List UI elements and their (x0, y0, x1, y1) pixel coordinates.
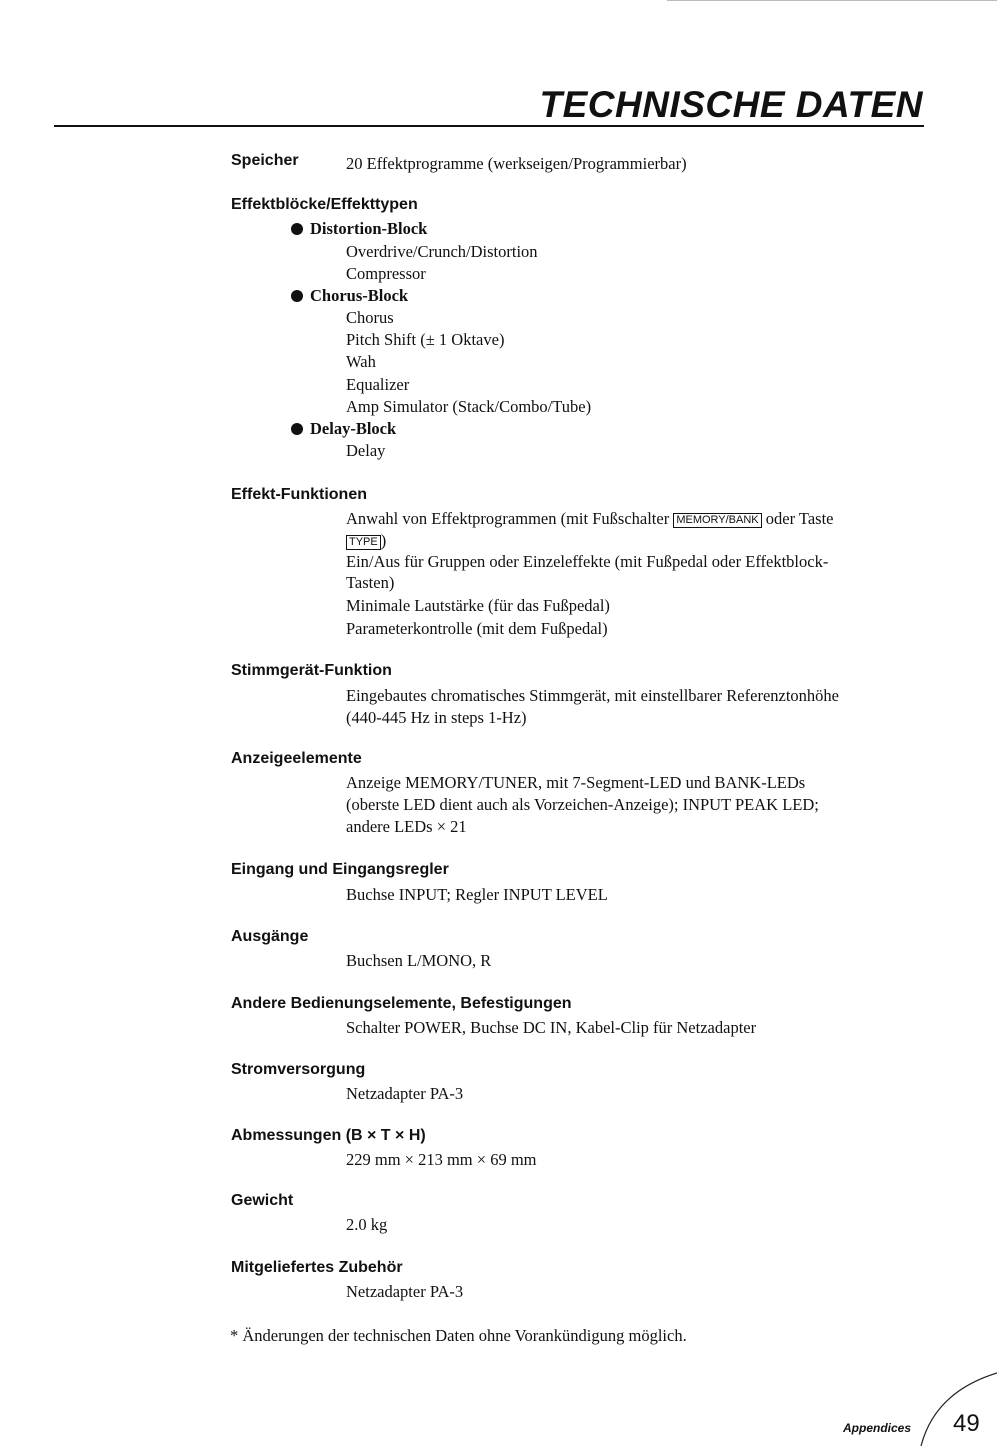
type-key: TYPE (346, 535, 381, 550)
ausgaenge-text: Buchsen L/MONO, R (346, 951, 492, 970)
heading-stromversorgung: Stromversorgung (231, 1061, 366, 1078)
bullet-icon (291, 290, 303, 302)
stimmgeraet-line-1: Eingebautes chromatisches Stimmgerät, mit einstellbarer Referenztonhöhe (346, 686, 840, 705)
list-item: Amp Simulator (Stack/Combo/Tube) (346, 397, 592, 416)
list-item: Overdrive/Crunch/Distortion (346, 242, 538, 261)
heading-speicher: Speicher (231, 152, 299, 169)
list-item: Delay (346, 441, 386, 460)
heading-zubehoer: Mitgeliefertes Zubehör (231, 1259, 403, 1276)
heading-stimmgeraet: Stimmgerät-Funktion (231, 662, 392, 679)
effekt-funktionen-line-2: TYPE ) (346, 531, 386, 551)
heading-anzeigeelemente: Anzeigeelemente (231, 750, 362, 767)
list-item: Compressor (346, 264, 426, 283)
title-rule (54, 125, 924, 127)
effekt-funktionen-line-5: Minimale Lautstärke (für das Fußpedal) (346, 596, 610, 615)
zubehoer-text: Netzadapter PA-3 (346, 1282, 464, 1301)
heading-ausgaenge: Ausgänge (231, 928, 309, 945)
footnote: * Änderungen der technischen Daten ohne Vorankündigung möglich. (230, 1326, 687, 1345)
effekt-funktionen-line-3: Ein/Aus für Gruppen oder Einzeleffekte (mit Fußpedal oder Effektblock- (346, 552, 829, 571)
heading-abmessungen: Abmessungen (B × T × H) (231, 1127, 426, 1144)
bullet-icon (291, 223, 303, 235)
top-edge-line (667, 0, 997, 1)
abmessungen-text: 229 mm × 213 mm × 69 mm (346, 1150, 537, 1169)
footer-section-label: Appendices (843, 1421, 912, 1435)
anzeige-line-2: (oberste LED dient auch als Vorzeichen-Anzeige); INPUT PEAK LED; (346, 795, 819, 814)
effekt-funktionen-line-6: Parameterkontrolle (mit dem Fußpedal) (346, 619, 608, 638)
gewicht-text: 2.0 kg (346, 1215, 388, 1234)
chorus-block-label: Chorus-Block (291, 286, 408, 306)
stimmgeraet-line-2: (440-445 Hz in steps 1-Hz) (346, 708, 527, 727)
delay-block-label: Delay-Block (291, 419, 396, 439)
page-title: TECHNISCHE DATEN (539, 84, 923, 125)
andere-text: Schalter POWER, Buchse DC IN, Kabel-Clip für Netzadapter (346, 1018, 757, 1037)
heading-gewicht: Gewicht (231, 1192, 294, 1209)
list-item: Pitch Shift (± 1 Oktave) (346, 330, 505, 349)
distortion-block-label: Distortion-Block (291, 219, 427, 239)
eingang-text: Buchse INPUT; Regler INPUT LEVEL (346, 885, 608, 904)
heading-effekt-funktionen: Effekt-Funktionen (231, 486, 367, 503)
list-item: Wah (346, 352, 376, 371)
strom-text: Netzadapter PA-3 (346, 1084, 464, 1103)
bullet-icon (291, 423, 303, 435)
list-item: Chorus (346, 308, 394, 327)
heading-eingang: Eingang und Eingangsregler (231, 861, 449, 878)
anzeige-line-3: andere LEDs × 21 (346, 817, 467, 836)
memory-bank-key: MEMORY/BANK (673, 513, 761, 528)
effekt-funktionen-line-4: Tasten) (346, 573, 395, 592)
list-item: Equalizer (346, 375, 410, 394)
effekt-funktionen-line-1: Anwahl von Effektprogrammen (mit Fußschalter MEMORY/BANK oder Taste (346, 509, 834, 528)
page-number: 49 (953, 1410, 980, 1437)
heading-effektbloecke: Effektblöcke/Effekttypen (231, 196, 418, 213)
heading-andere: Andere Bedienungselemente, Befestigungen (231, 995, 572, 1012)
anzeige-line-1: Anzeige MEMORY/TUNER, mit 7-Segment-LED und BANK-LEDs (346, 773, 806, 792)
speicher-text: 20 Effektprogramme (werkseigen/Programmierbar) (346, 154, 687, 173)
